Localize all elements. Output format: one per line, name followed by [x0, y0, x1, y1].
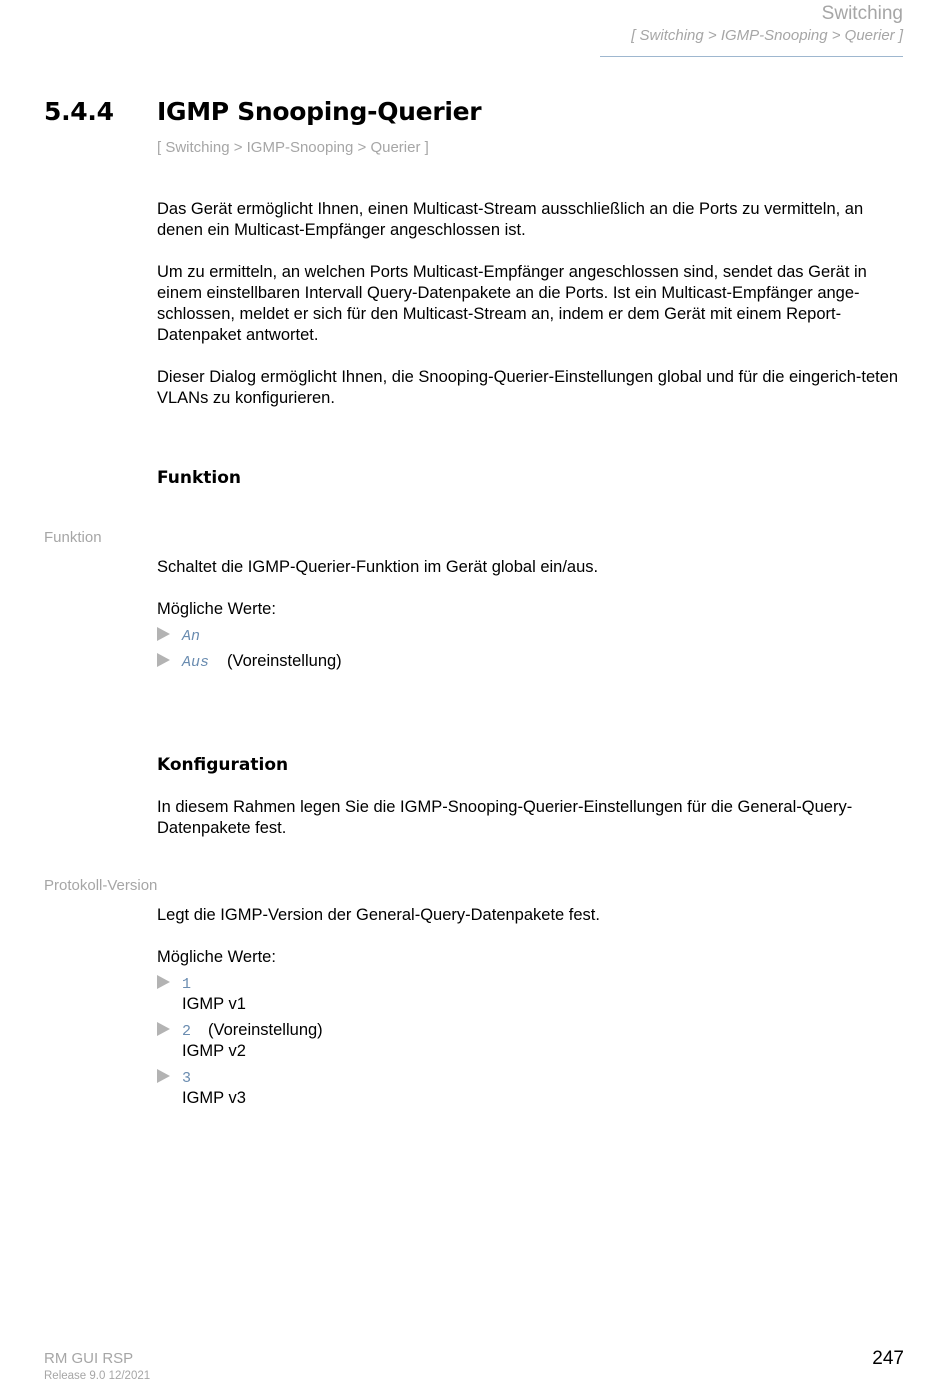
funktion-margin-label: Funktion	[44, 529, 102, 546]
bullet-triangle-icon	[157, 1022, 170, 1036]
protokoll-values-label: Mögliche Werte:	[157, 948, 276, 966]
protokoll-description: Legt die IGMP-Version der General-Query-Datenpakete fest.	[157, 906, 600, 924]
running-header-path: [ Switching > IGMP-Snooping > Querier ]	[631, 27, 903, 44]
value-item	[157, 973, 191, 995]
konfiguration-description: In diesem Rahmen legen Sie die IGMP-Snooping-Querier-Einstellungen für die General-Query-	[157, 798, 853, 816]
bullet-triangle-icon	[157, 975, 170, 989]
value-detail: IGMP v2	[182, 1042, 246, 1060]
section-path: [ Switching > IGMP-Snooping > Querier ]	[157, 139, 429, 156]
value-code: 3	[182, 1070, 192, 1087]
section-number: 5.4.4	[44, 97, 114, 126]
value-item	[157, 1020, 323, 1042]
value-item	[157, 651, 342, 673]
funktion-values-label: Mögliche Werte:	[157, 600, 276, 618]
value-item	[157, 625, 200, 647]
intro-paragraph: Das Gerät ermöglicht Ihnen, einen Multicast-Stream ausschließlich an die Ports zu vermitteln, an denen ein Multicast-Empfänger angeschlossen ist.	[157, 200, 864, 239]
konfiguration-heading: Konfiguration	[157, 755, 289, 775]
protokoll-margin-label: Protokoll-Version	[44, 877, 158, 894]
value-note: (Voreinstellung)	[227, 652, 342, 670]
value-code: 1	[182, 976, 192, 993]
konfiguration-description: Datenpakete fest.	[157, 819, 287, 837]
intro-paragraph: Um zu ermitteln, an welchen Ports Multicast-Empfänger angeschlossen sind, sendet das Gerät in einem einstellbaren Intervall Query-Datenpakete an die Ports. Ist ein Multicast-Empfänger ange-schlossen, meldet er sich für den Multicast-Stream an, indem er dem Gerät mit einem Report-Datenpaket antwortet.	[157, 263, 867, 344]
value-item	[157, 1067, 191, 1089]
intro-text	[157, 199, 907, 430]
header-divider	[600, 56, 903, 57]
value-detail: IGMP v1	[182, 995, 246, 1013]
funktion-heading: Funktion	[157, 468, 242, 488]
intro-paragraph: Dieser Dialog ermöglicht Ihnen, die Snooping-Querier-Einstellungen global und für die eingerich-teten VLANs zu konfigurieren.	[157, 368, 899, 407]
running-header-title: Switching	[821, 3, 903, 24]
value-note: (Voreinstellung)	[208, 1021, 323, 1039]
value-detail: IGMP v3	[182, 1089, 246, 1107]
section-title: IGMP Snooping-Querier	[157, 97, 482, 126]
bullet-triangle-icon	[157, 653, 170, 667]
value-code: 2	[182, 1023, 192, 1040]
footer-doc-title: RM GUI RSP	[44, 1350, 134, 1367]
page-number: 247	[872, 1348, 904, 1369]
funktion-description: Schaltet die IGMP-Querier-Funktion im Gerät global ein/aus.	[157, 558, 599, 576]
value-code: Aus	[182, 654, 210, 671]
footer-release: Release 9.0 12/2021	[44, 1370, 151, 1382]
bullet-triangle-icon	[157, 627, 170, 641]
value-code: An	[182, 628, 201, 645]
bullet-triangle-icon	[157, 1069, 170, 1083]
